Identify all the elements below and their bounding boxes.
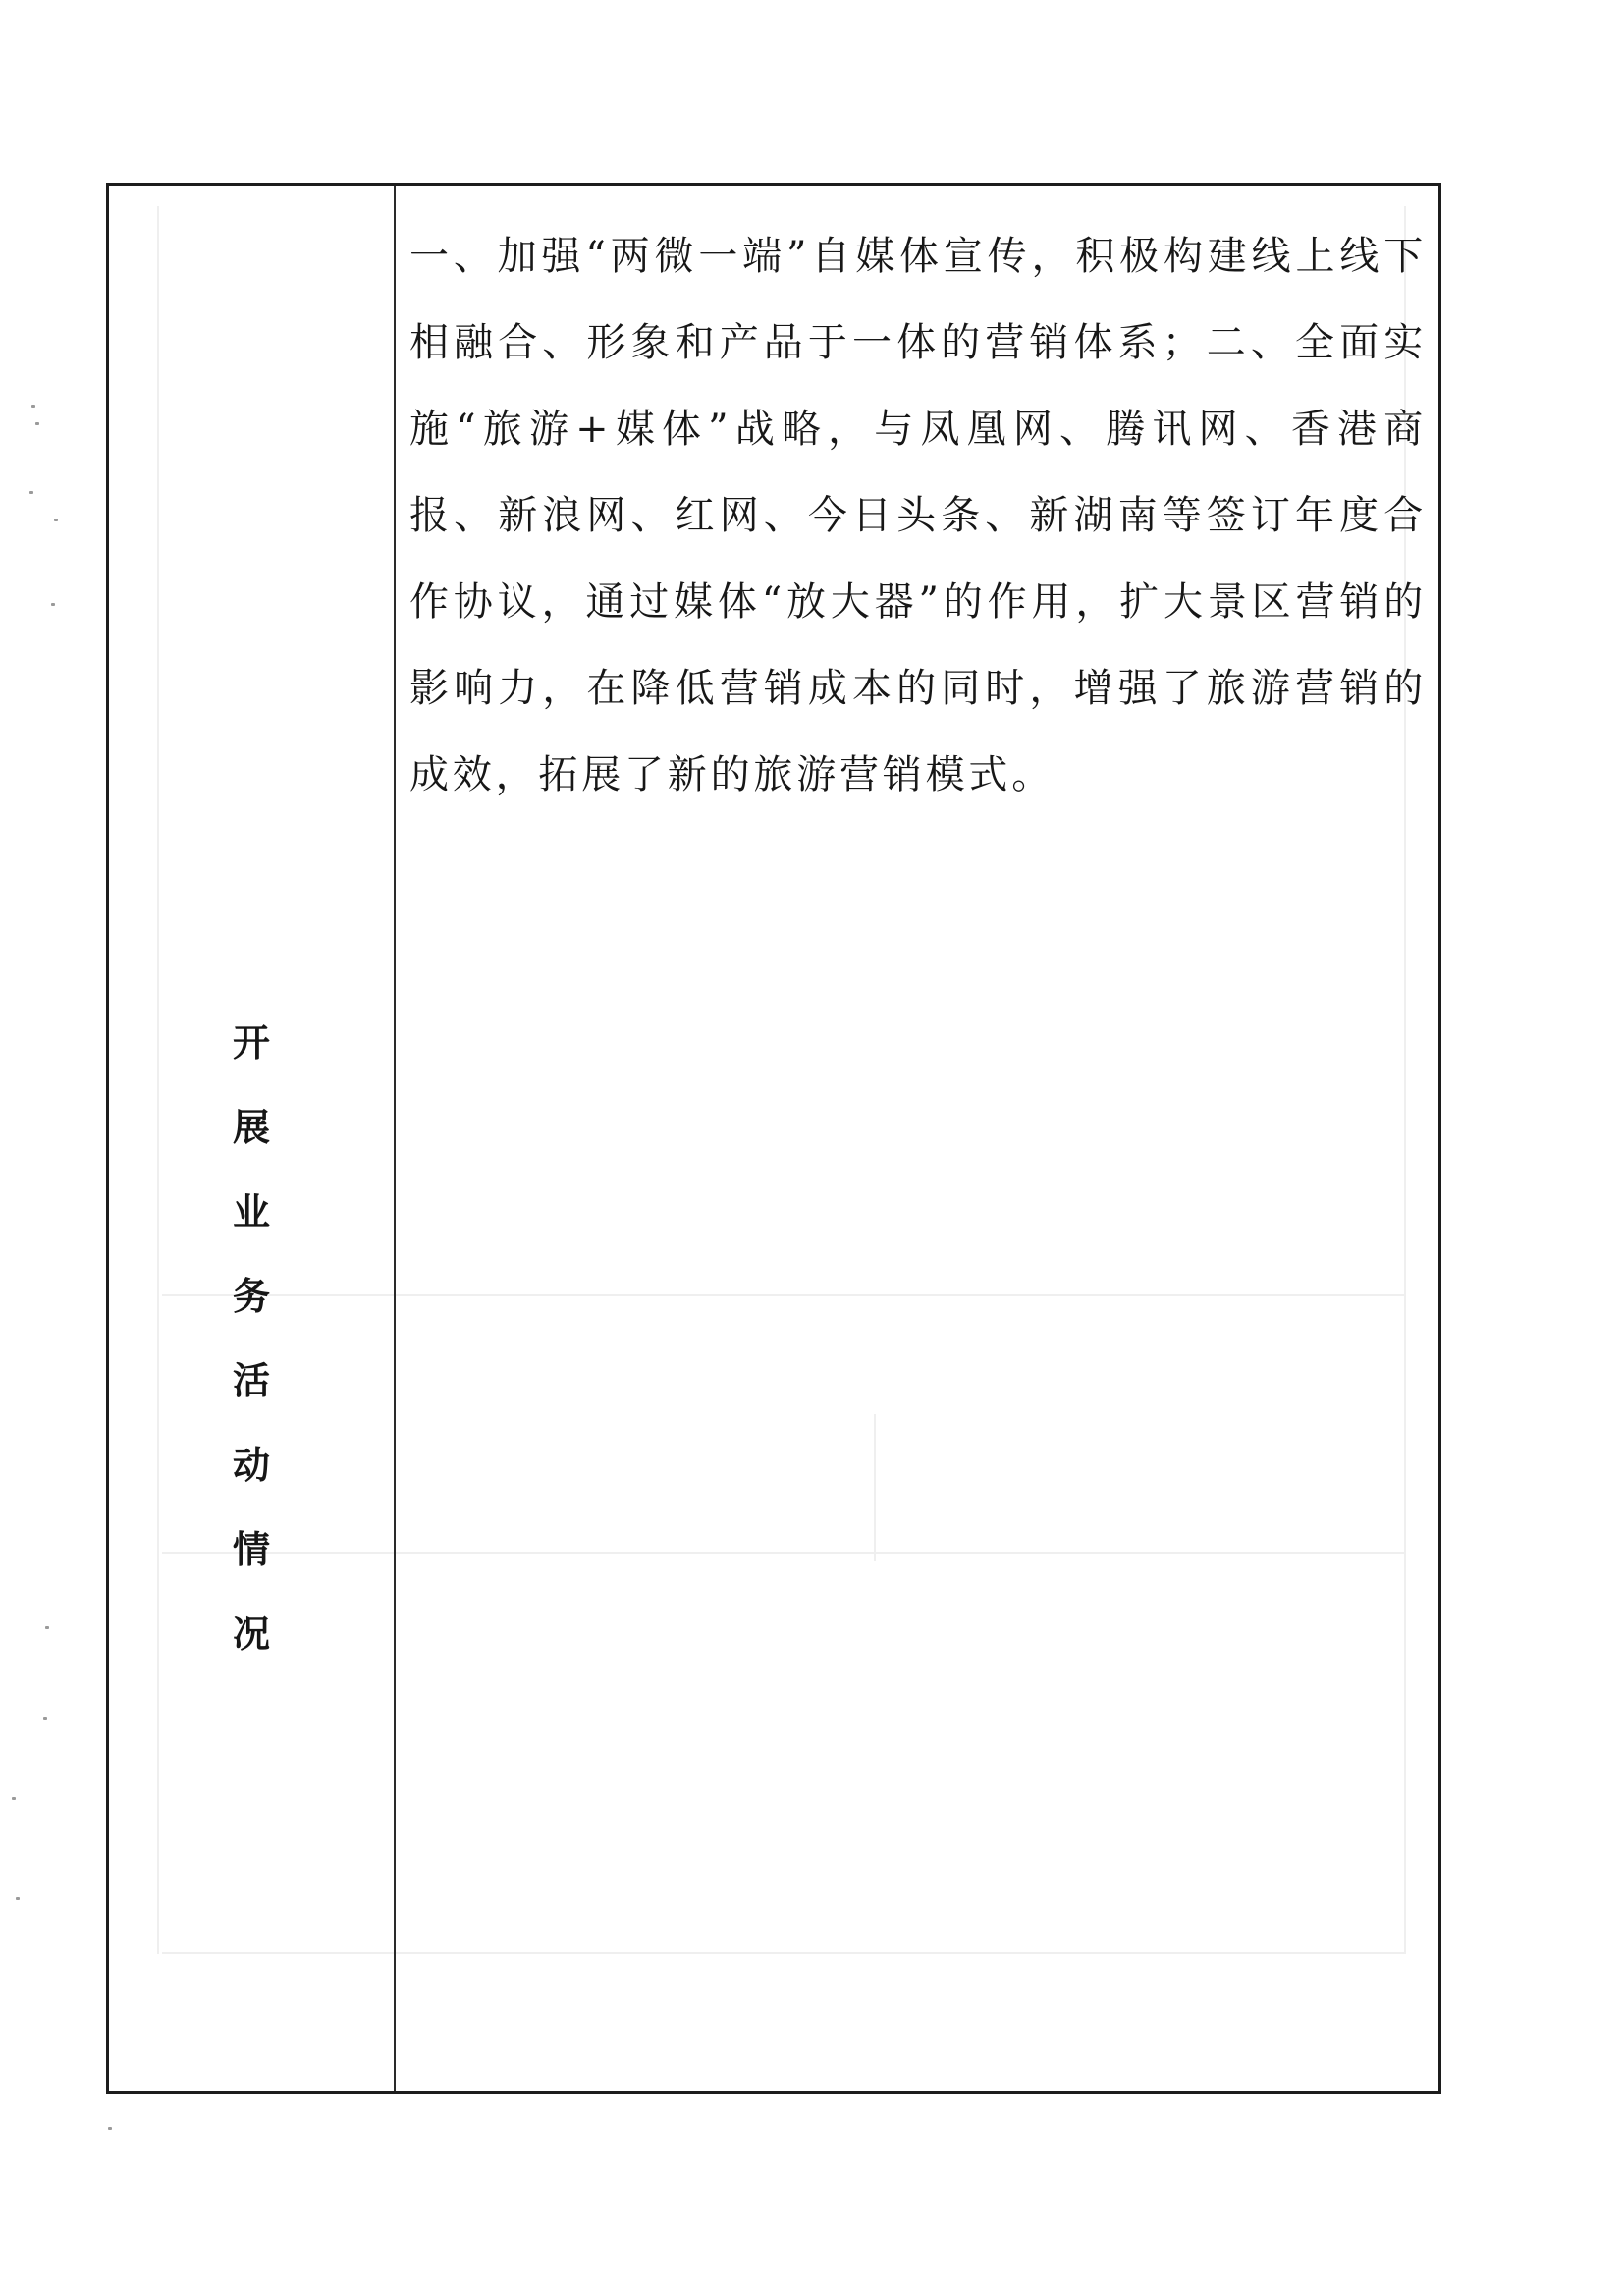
scan-speck xyxy=(51,603,55,606)
scan-speck xyxy=(29,491,33,494)
scan-speck xyxy=(35,422,39,425)
content-cell xyxy=(396,186,1438,2091)
activity-form-table xyxy=(106,183,1441,2094)
scan-speck xyxy=(54,519,58,521)
scan-speck xyxy=(31,405,35,408)
row-label-cell xyxy=(109,186,396,2091)
scan-speck xyxy=(12,1797,16,1800)
row-label-char: 况 xyxy=(232,1612,270,1656)
row-label-char: 展 xyxy=(232,1105,270,1149)
scan-speck xyxy=(45,1626,49,1629)
row-label-char: 开 xyxy=(232,1020,270,1065)
scan-speck xyxy=(43,1717,47,1720)
row-label-char: 务 xyxy=(232,1274,270,1318)
row-label-char: 活 xyxy=(232,1358,270,1402)
row-label-char: 业 xyxy=(232,1189,270,1233)
row-label xyxy=(109,1001,394,1676)
row-label-char: 情 xyxy=(232,1527,270,1571)
activity-description: 一、加强“两微一端”自媒体宣传，积极构建线上线下相融合、形象和产品于一体的营销体系；二、全面实施“旅游+媒体”战略，与凤凰网、腾讯网、香港商报、新浪网、红网、今日头条、新湖南等签订年度合作协议，通过媒体“放大器”的作用，扩大景区营销的影响力，在降低营销成本的同时，增强了旅游营销的成效，拓展了新的旅游营销模式。 xyxy=(409,234,1427,797)
scan-speck xyxy=(108,2127,112,2130)
row-label-char: 动 xyxy=(232,1443,270,1487)
scan-speck xyxy=(16,1897,20,1900)
